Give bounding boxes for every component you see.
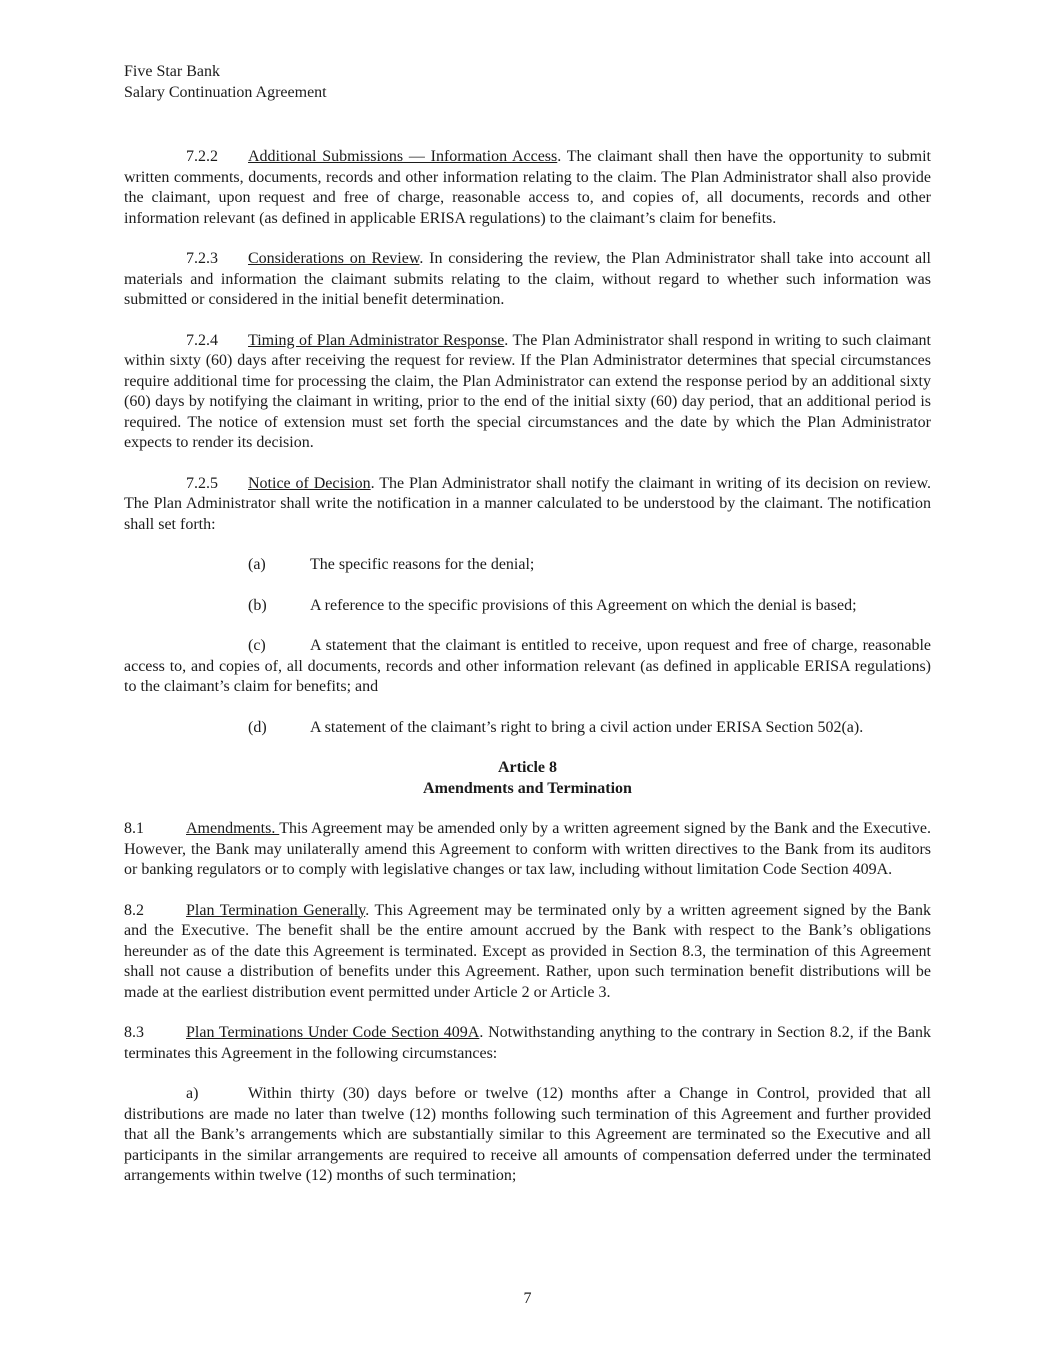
section-number: 7.2.5 xyxy=(186,474,218,492)
section-8-2 xyxy=(124,901,931,1004)
section-heading: Plan Terminations Under Code Section 409A xyxy=(186,1024,480,1041)
list-item-marker: (d) xyxy=(248,718,267,736)
section-text: . The Plan Administrator shall respond in writing to such claimant within sixty (60) days after receiving the request for review. If the Plan Administrator determines that special circumstances require additional time for processing the claim, the Plan Administrator can extend the response period by an additional sixty (60) days by notifying the claimant in writing, prior to the end of the initial sixty (60) day period, that an additional period is required. The notice of extension must set forth the special circumstances and the date by which the Plan Administrator expects to render its decision. xyxy=(124,331,932,451)
list-item-text: A statement that the claimant is entitled to receive, upon request and free of charge, reasonable access to, and copies of, all documents, records and other information relevant (as defined in applicable ERISA regulations) to the claimant’s claim for benefits; and xyxy=(124,637,931,695)
section-heading: Timing of Plan Administrator Response xyxy=(248,331,505,349)
section-number: 7.2.3 xyxy=(186,250,218,267)
section-text: . Notwithstanding anything to the contrary in Section 8.2, if the Bank terminates this Agreement in the following circumstances: xyxy=(124,1024,932,1062)
section-8-3 xyxy=(124,1023,931,1064)
article-number: Article 8 xyxy=(497,759,558,776)
section-7-2-2 xyxy=(124,147,931,229)
page-footer xyxy=(0,1289,1055,1310)
section-number: 8.3 xyxy=(124,1024,144,1041)
section-7-2-4 xyxy=(124,331,931,454)
document-header xyxy=(124,62,931,103)
list-item-marker: (b) xyxy=(248,596,267,614)
section-8-1 xyxy=(124,819,931,881)
list-item-text: A reference to the specific provisions of this Agreement on which the denial is based; xyxy=(310,596,857,614)
section-number: 7.2.4 xyxy=(186,331,218,349)
list-item-marker: (c) xyxy=(248,637,266,654)
article-title: Amendments and Termination xyxy=(423,779,632,797)
header-company-name: Five Star Bank xyxy=(124,63,220,80)
page-number: 7 xyxy=(523,1289,532,1307)
section-text: . This Agreement may be terminated only by a written agreement signed by the Bank and the Executive. The benefit shall be the entire amount accrued by the Bank with respect to the Bank’s obligations hereunder as of the date this Agreement is terminated. Except as provided in Section 8.3, the termination of this Agreement shall not cause a distribution of benefits under this Agreement. Rather, upon such termination benefit distributions will be made at the earliest distribution event permitted under Article 2 or Article 3. xyxy=(124,901,932,1001)
section-text: This Agreement may be amended only by a written agreement signed by the Bank and the Executive. However, the Bank may unilaterally amend this Agreement to conform with written directives to the Bank from its auditors or banking regulators or to comply with legislative changes or tax law, including without limitation Code Section 409A. xyxy=(124,820,931,878)
document-body xyxy=(124,147,931,1187)
section-heading: Amendments. xyxy=(186,820,280,837)
list-item-marker: (a) xyxy=(248,556,266,573)
section-text: . The claimant shall then have the opportunity to submit written comments, documents, records and other information relating to the claim. The Plan Administrator shall also provide the claimant, upon request and free of charge, reasonable access to, and copies of, all documents, records and other information relevant (as defined in applicable ERISA regulations) to the claimant’s claim for benefits. xyxy=(124,148,932,227)
section-7-2-5 xyxy=(124,474,931,536)
list-item-a xyxy=(124,555,931,576)
section-number: 8.1 xyxy=(124,820,144,837)
list-item-marker: a) xyxy=(186,1085,199,1102)
section-7-2-3 xyxy=(124,249,931,311)
article-8-heading xyxy=(124,758,931,799)
section-heading: Considerations on Review xyxy=(248,250,420,267)
list-item-text: Within thirty (30) days before or twelve (12) months after a Change in Control, provided that all distributions are made no later than twelve (12) months following such termination of this Agreement and further provided that all the Bank’s arrangements which are substantially similar to this Agreement are terminated so the Executive and all participants in the similar arrangements are required to receive all amounts of compensation deferred under the terminated arrangements within twelve (12) months of such termination; xyxy=(124,1085,931,1184)
list-item-text: The specific reasons for the denial; xyxy=(310,556,535,573)
section-text: . In considering the review, the Plan Administrator shall take into account all materials and information the claimant submits relating to the claim, without regard to whether such information was submitted or considered in the initial benefit determination. xyxy=(124,250,932,308)
list-item-c xyxy=(124,636,931,698)
section-heading: Plan Termination Generally xyxy=(186,901,366,919)
section-number: 7.2.2 xyxy=(186,148,218,165)
subitem-a xyxy=(124,1084,931,1187)
list-item-d xyxy=(124,718,931,739)
header-document-title: Salary Continuation Agreement xyxy=(124,83,327,101)
list-item-text: A statement of the claimant’s right to bring a civil action under ERISA Section 502(a). xyxy=(310,718,864,736)
list-item-b xyxy=(124,596,931,617)
section-heading: Additional Submissions — Information Access xyxy=(248,148,558,165)
section-text: . The Plan Administrator shall notify the claimant in writing of its decision on review. The Plan Administrator shall write the notification in a manner calculated to be understood by the claimant. The notification shall set forth: xyxy=(124,474,932,533)
section-heading: Notice of Decision xyxy=(248,474,371,492)
section-number: 8.2 xyxy=(124,901,144,919)
